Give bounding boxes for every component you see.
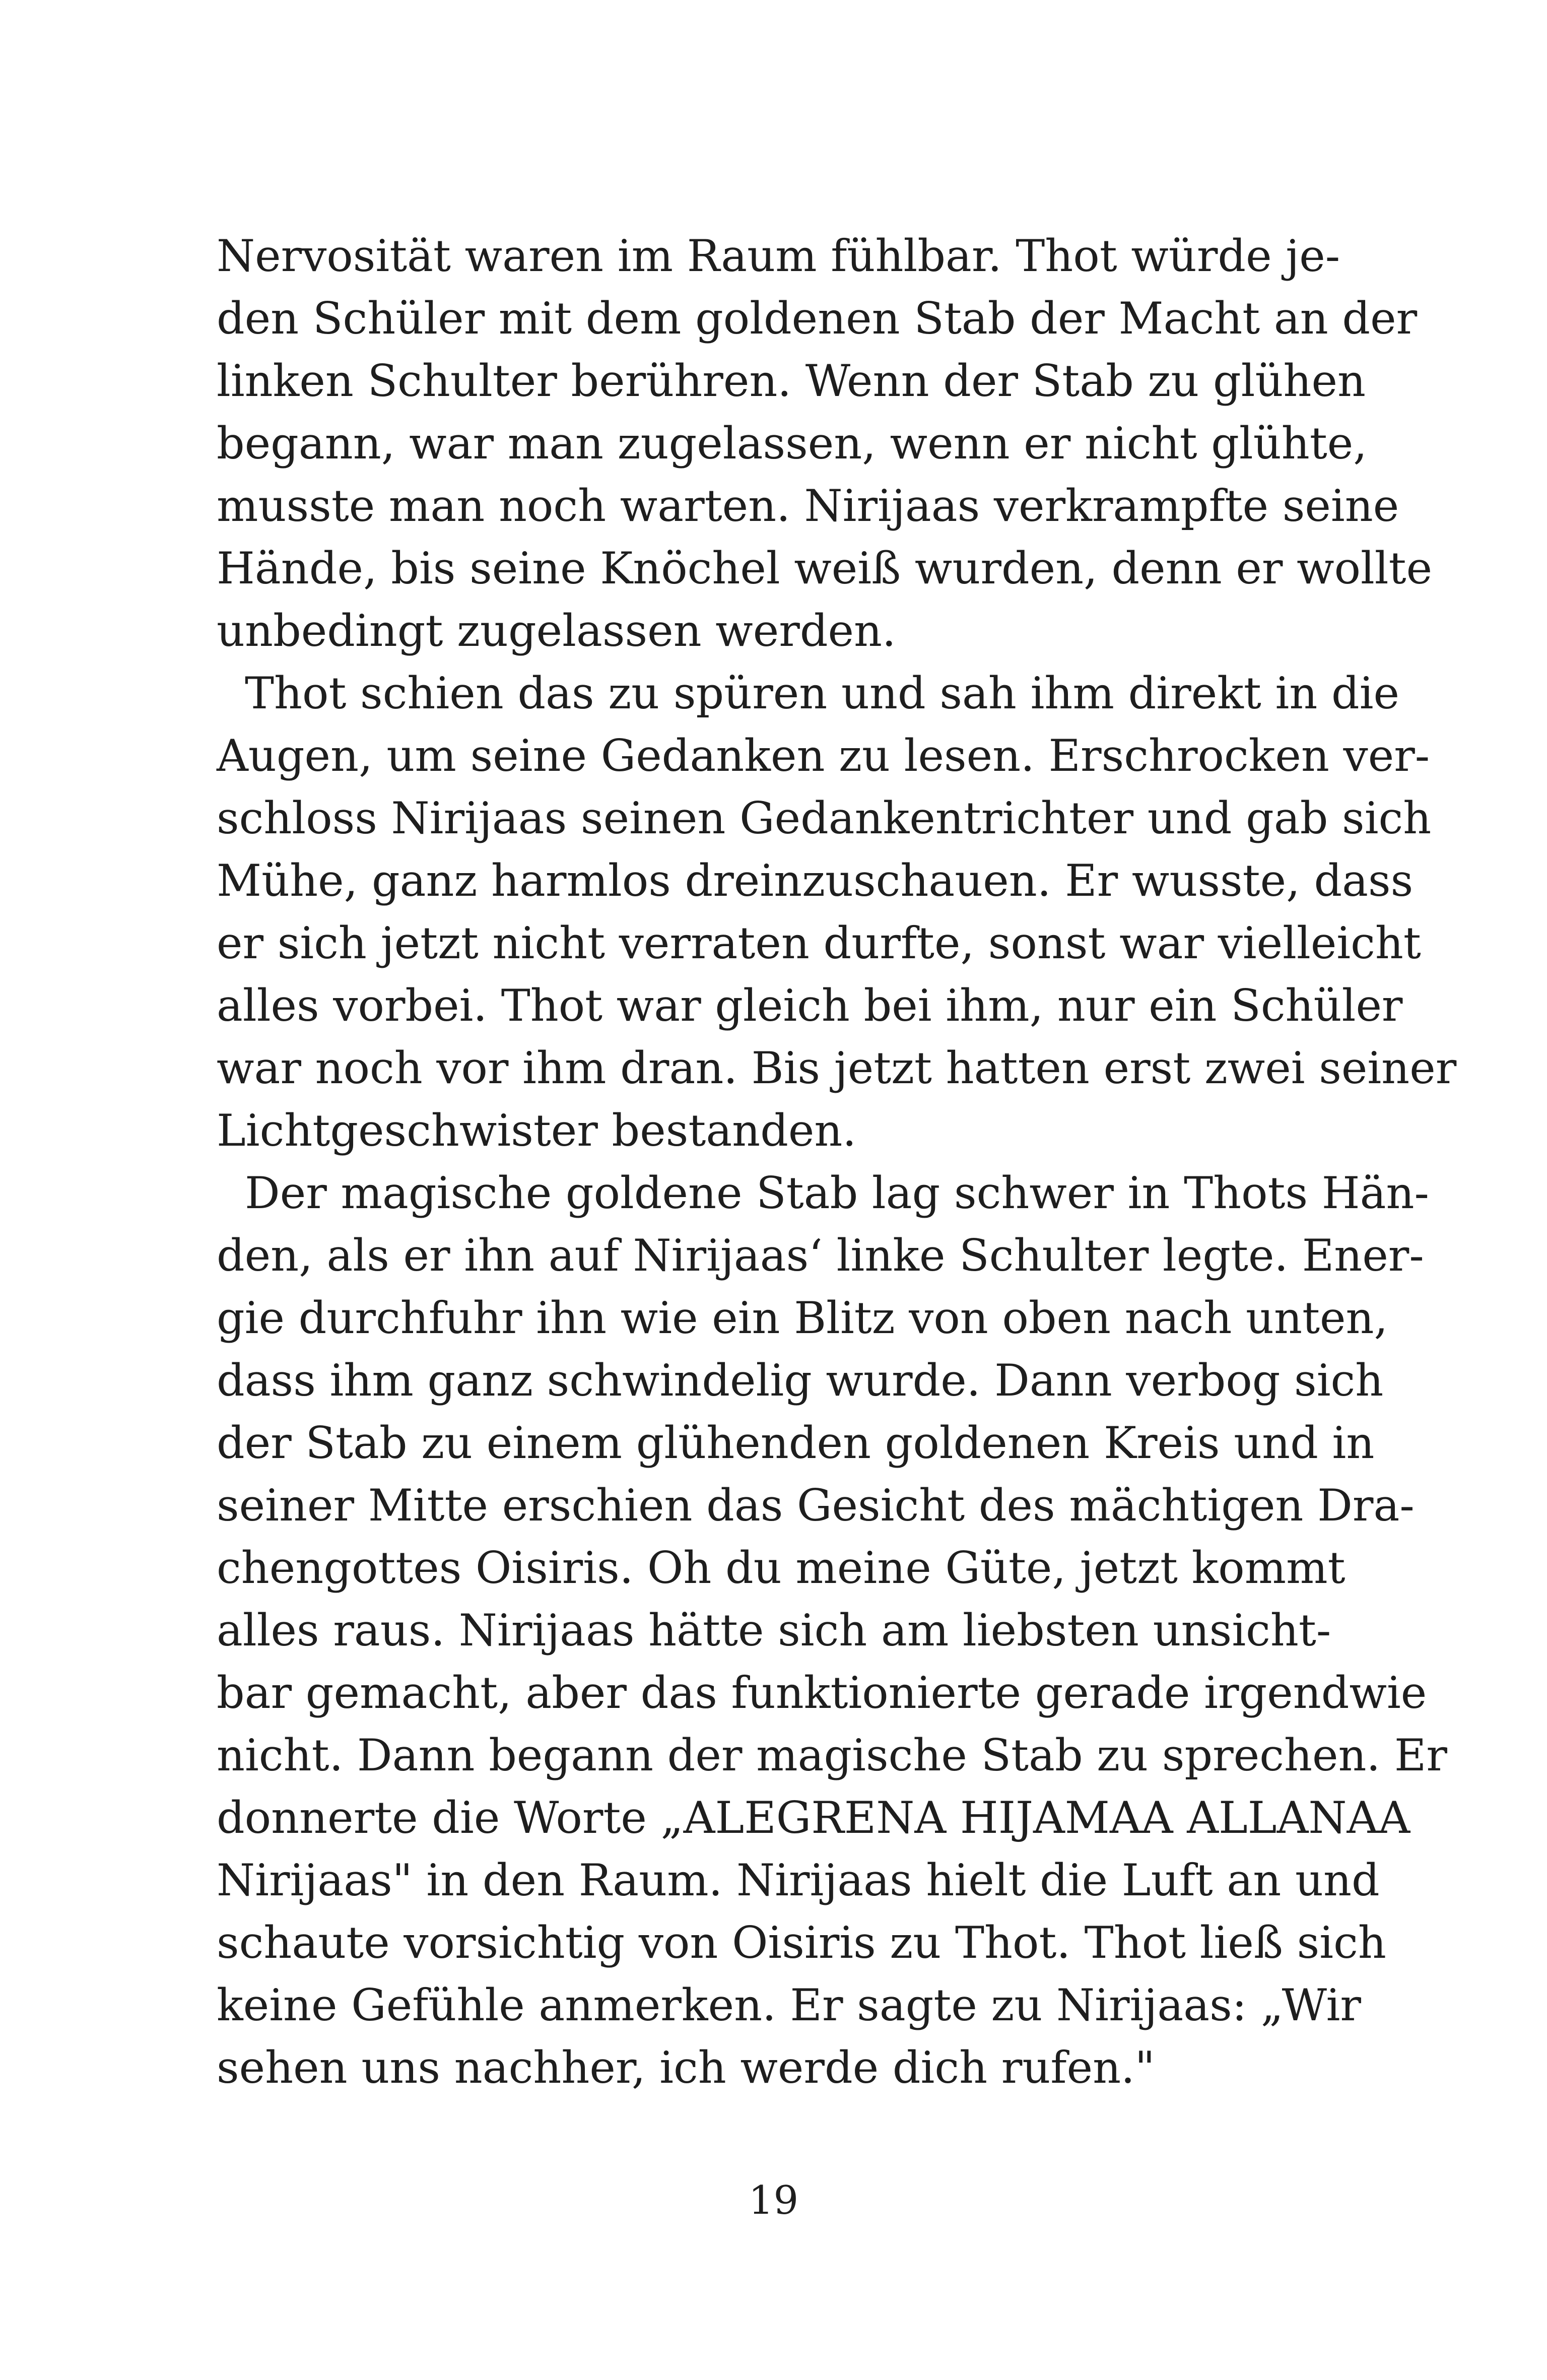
text-line: Der magische goldene Stab lag schwer in Thots Hän- [245, 1167, 1429, 1219]
text-line: Thot schien das zu spüren und sah ihm direkt in die [245, 668, 1400, 719]
text-line: Nervosität waren im Raum fühlbar. Thot würde je- [217, 230, 1340, 282]
text-line: seiner Mitte erschien das Gesicht des mächtigen Dra- [217, 1480, 1415, 1531]
text-line: Augen, um seine Gedanken zu lesen. Erschrocken ver- [217, 730, 1430, 781]
text-line: keine Gefühle anmerken. Er sagte zu Nirijaas: „Wir [217, 1979, 1361, 2031]
text-line: donnerte die Worte „ALEGRENA HIJAMAA ALLANAA [217, 1792, 1410, 1843]
paragraph-2 [217, 662, 1457, 1162]
text-line: war noch vor ihm dran. Bis jetzt hatten erst zwei seiner [217, 1042, 1457, 1094]
text-line: Mühe, ganz harmlos dreinzuschauen. Er wusste, dass [217, 855, 1414, 906]
text-line: den Schüler mit dem goldenen Stab der Macht an der [217, 293, 1418, 344]
text-line: schloss Nirijaas seinen Gedankentrichter und gab sich [217, 792, 1432, 844]
text-line: gie durchfuhr ihn wie ein Blitz von oben nach unten, [217, 1292, 1388, 1344]
text-line: unbedingt zugelassen werden. [217, 605, 896, 656]
text-line: alles raus. Nirijaas hätte sich am liebsten unsicht- [217, 1605, 1331, 1656]
text-line: chengottes Oisiris. Oh du meine Güte, jetzt kommt [217, 1542, 1346, 1594]
paragraph-1 [217, 225, 1433, 662]
text-line: der Stab zu einem glühenden goldenen Kreis und in [217, 1417, 1375, 1469]
text-line: alles vorbei. Thot war gleich bei ihm, nur ein Schüler [217, 980, 1403, 1031]
text-line: linken Schulter berühren. Wenn der Stab zu glühen [217, 355, 1366, 407]
text-line: dass ihm ganz schwindelig wurde. Dann verbog sich [217, 1355, 1384, 1406]
text-line: Nirijaas" in den Raum. Nirijaas hielt die Luft an und [217, 1855, 1380, 1906]
paragraph-3 [217, 1162, 1447, 2099]
text-line: den, als er ihn auf Nirijaas‘ linke Schulter legte. Ener- [217, 1230, 1424, 1281]
page-number: 19 [748, 2178, 799, 2223]
text-line: Hände, bis seine Knöchel weiß wurden, denn er wollte [217, 543, 1433, 594]
text-line: Lichtgeschwister bestanden. [217, 1105, 857, 1156]
body-text [217, 225, 1457, 2099]
text-line: er sich jetzt nicht verraten durfte, sonst war vielleicht [217, 917, 1421, 969]
text-line: sehen uns nachher, ich werde dich rufen." [217, 2042, 1155, 2093]
text-line: musste man noch warten. Nirijaas verkrampfte seine [217, 480, 1399, 532]
text-line: nicht. Dann begann der magische Stab zu sprechen. Er [217, 1730, 1447, 1781]
text-line: begann, war man zugelassen, wenn er nicht glühte, [217, 418, 1367, 469]
text-line: bar gemacht, aber das funktionierte gerade irgendwie [217, 1667, 1427, 1718]
text-line: schaute vorsichtig von Oisiris zu Thot. Thot ließ sich [217, 1917, 1386, 1968]
